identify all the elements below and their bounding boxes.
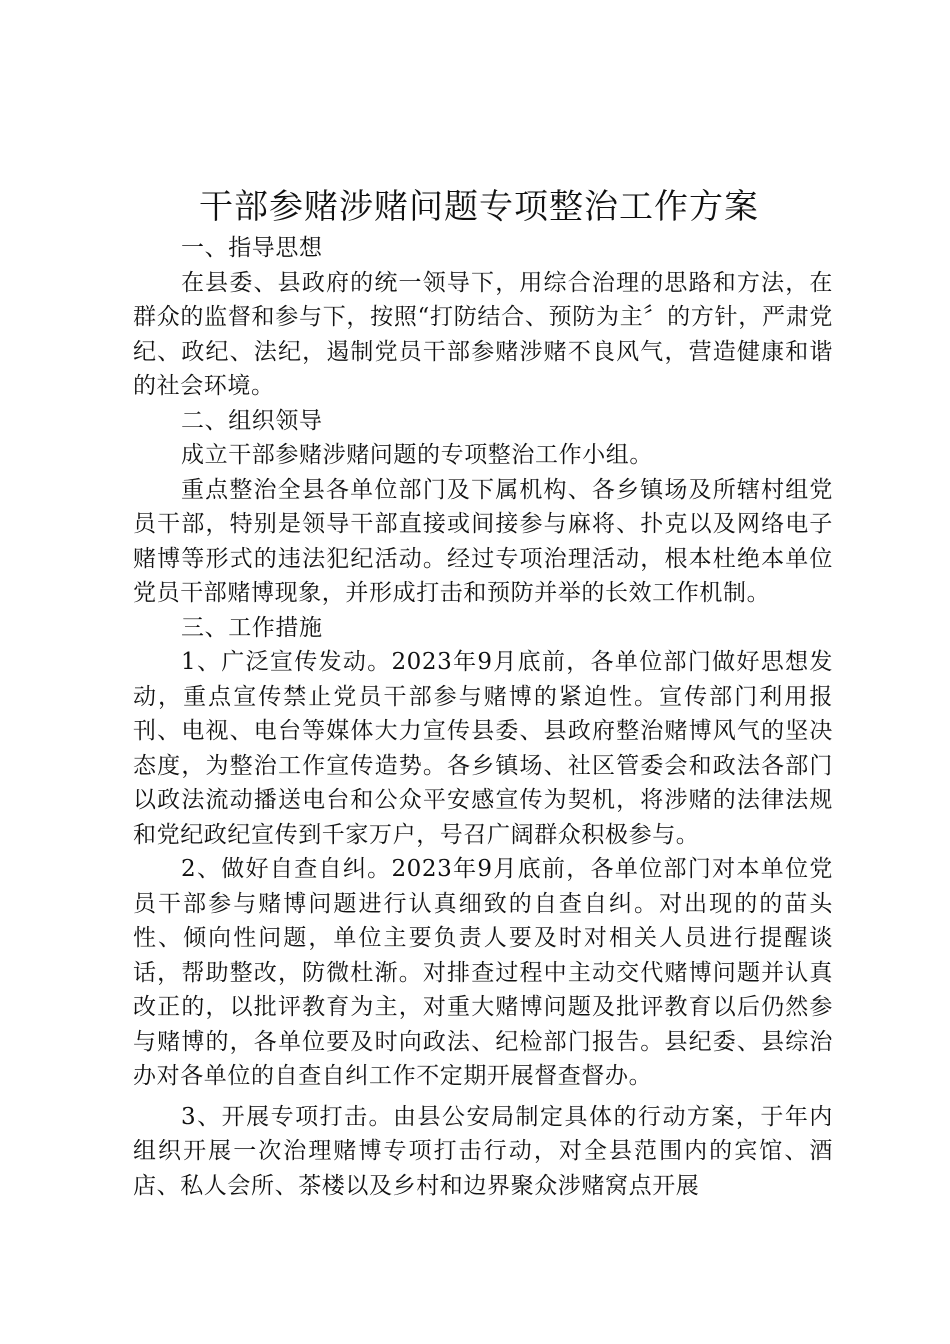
paragraph-measure-publicity: 1、广泛宣传发动。2023年9月底前，各单位部门做好思想发动，重点宣传禁止党员干部参与赌博的紧迫性。宣传部门利用报刊、电视、电台等媒体大力宣传县委、县政府整治赌博风气的坚决态度，为整治工作宣传造势。各乡镇场、社区管委会和政法各部门以政法流动播送电台和公众平安感宣传为契机，将涉赌的法律法规和党纪政纪宣传到千家万户，号召广阔群众积极参与。 [133, 649, 833, 848]
paragraph-organization-focus: 重点整治全县各单位部门及下属机构、各乡镇场及所辖村组党员干部，特别是领导干部直接或间接参与麻将、扑克以及网络电子赌博等形式的违法犯纪活动。经过专项治理活动，根本杜绝本单位党员干部赌博现象，并形成打击和预防并举的长效工作机制。 [133, 476, 833, 606]
paragraph-measure-self-inspection: 2、做好自查自纠。2023年9月底前，各单位部门对本单位党员干部参与赌博问题进行认真细致的自查自纠。对出现的的苗头性、倾向性问题，单位主要负责人要及时对相关人员进行提醒谈话，帮助整改，防微杜渐。对排查过程中主动交代赌博问题并认真改正的，以批评教育为主，对重大赌博问题及批评教育以后仍然参与赌博的，各单位要及时向政法、纪检部门报告。县纪委、县综治办对各单位的自查自纠工作不定期开展督查督办。 [133, 856, 833, 1089]
document-title: 干部参赌涉赌问题专项整治工作方案 [199, 187, 759, 227]
paragraph-measure-crackdown: 3、开展专项打击。由县公安局制定具体的行动方案，于年内组织开展一次治理赌博专项打击行动，对全县范围内的宾馆、酒店、私人会所、茶楼以及乡村和边界聚众涉赌窝点开展 [133, 1103, 833, 1199]
paragraph-guiding-ideology: 在县委、县政府的统一领导下，用综合治理的思路和方法，在群众的监督和参与下，按照“打防结合、预防为主〞的方针，严肃党纪、政纪、法纪，遏制党员干部参赌涉赌不良风气，营造健康和谐的社会环境。 [133, 269, 833, 399]
paragraph-organization-group: 成立干部参赌涉赌问题的专项整治工作小组。 [181, 442, 653, 468]
section-heading-guiding-ideology: 一、指导思想 [181, 235, 323, 261]
section-heading-organization: 二、组织领导 [181, 407, 323, 434]
section-heading-measures: 三、工作措施 [181, 614, 323, 641]
document-body [133, 183, 833, 1203]
